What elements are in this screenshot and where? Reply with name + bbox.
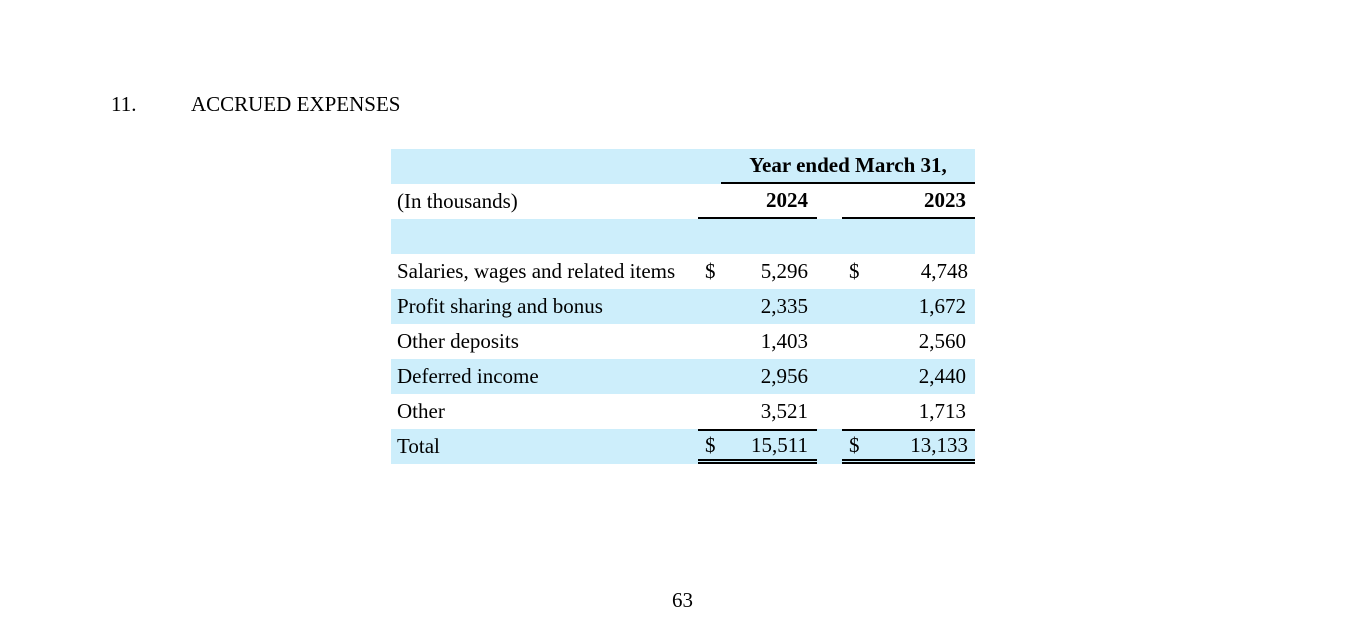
table-row xyxy=(391,394,975,429)
year-2023-header: 2023 xyxy=(865,184,975,219)
row-label: Other deposits xyxy=(397,329,519,353)
value-2023: 2,440 xyxy=(865,359,975,394)
table-row xyxy=(391,254,975,289)
value-2023: 4,748 xyxy=(920,259,968,283)
table-total-row xyxy=(391,429,975,464)
table-row xyxy=(391,289,975,324)
currency-symbol: $ xyxy=(849,259,860,283)
row-label: Profit sharing and bonus xyxy=(391,289,698,324)
value-2023: 1,672 xyxy=(865,289,975,324)
section-title: ACCRUED EXPENSES xyxy=(191,92,401,116)
section-number: 11. xyxy=(111,92,137,116)
total-2024: 15,511 xyxy=(721,429,817,464)
table-spacer-row xyxy=(391,219,975,254)
row-label: Deferred income xyxy=(391,359,698,394)
value-2024: 5,296 xyxy=(760,259,808,283)
year-2024-header: 2024 xyxy=(721,184,817,219)
value-2024: 1,403 xyxy=(760,329,808,353)
accrued-expenses-table xyxy=(391,149,975,464)
table-row xyxy=(391,324,975,359)
value-2024: 2,956 xyxy=(721,359,817,394)
currency-symbol: $ xyxy=(842,429,865,464)
currency-symbol: $ xyxy=(705,259,716,283)
page-number: 63 xyxy=(672,588,693,612)
value-2024: 2,335 xyxy=(721,289,817,324)
row-label: Other xyxy=(397,399,445,423)
total-2023: 13,133 xyxy=(865,429,975,464)
currency-symbol: $ xyxy=(698,429,721,464)
value-2024: 3,521 xyxy=(760,399,808,423)
table-header-row xyxy=(391,149,975,184)
value-2023: 1,713 xyxy=(918,399,966,423)
table-row xyxy=(391,359,975,394)
period-header: Year ended March 31, xyxy=(721,149,975,184)
row-label: Salaries, wages and related items xyxy=(397,259,676,283)
units-label: (In thousands) xyxy=(397,189,518,213)
table-year-row xyxy=(391,184,975,219)
total-label: Total xyxy=(391,429,698,464)
value-2023: 2,560 xyxy=(918,329,966,353)
